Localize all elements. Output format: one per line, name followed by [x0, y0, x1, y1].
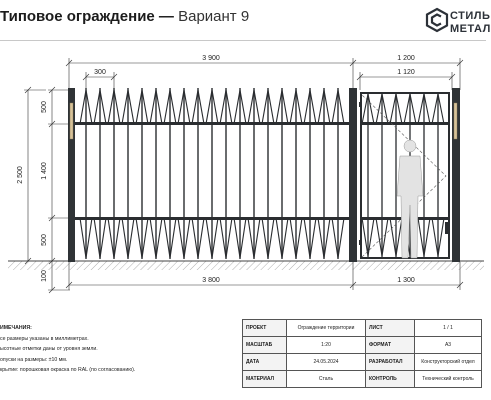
- fence-section: [68, 88, 357, 262]
- dim-left-ground: 100: [41, 270, 48, 282]
- stamp-value: Конструкторский отдел: [415, 354, 482, 371]
- stamp-label: ПРОЕКТ: [243, 320, 287, 337]
- dim-left-bottom: 500: [41, 234, 48, 246]
- gate-handle-icon: [445, 222, 449, 234]
- stamp-label: РАЗРАБОТАЛ: [366, 354, 415, 371]
- stamp-label: МАСШТАБ: [243, 337, 287, 354]
- note-item: крытие: порошковая окраска по RAL (по согласованию).: [0, 367, 136, 373]
- table-row: [243, 320, 482, 337]
- stamp-label: ФОРМАТ: [366, 337, 415, 354]
- stamp-value: 1:20: [287, 337, 366, 354]
- stamp-value: А3: [415, 337, 482, 354]
- gate-hinge-top: [359, 102, 362, 107]
- bottom-rail: [74, 217, 350, 220]
- gate-top-rail: [361, 122, 449, 125]
- post-plate-left: [70, 103, 73, 139]
- title-variant: Вариант 9: [173, 8, 250, 25]
- dim-left-total: 2 500: [17, 166, 24, 184]
- stamp-label: ЛИСТ: [366, 320, 415, 337]
- dim-left-mid: 1 400: [41, 162, 48, 180]
- title-main: Типовое ограждение —: [0, 8, 174, 25]
- table-row: [243, 337, 482, 354]
- stamp-value: Сталь: [287, 371, 366, 388]
- middle-post: [349, 88, 357, 262]
- gate: [359, 88, 460, 262]
- stamp-label: КОНТРОЛЬ: [366, 371, 415, 388]
- stamp-value: Технический контроль: [415, 371, 482, 388]
- table-row: [243, 354, 482, 371]
- logo-line-2: МЕТАЛ: [450, 23, 491, 35]
- notes-title: ИМЕЧАНИЯ:: [0, 325, 32, 331]
- title-block-table: [242, 319, 482, 388]
- dim-bottom-gate: 1 300: [397, 277, 415, 284]
- table-row: [243, 371, 482, 388]
- dim-picket-spacing: 300: [94, 69, 106, 76]
- stamp-value: Ограждение территории: [287, 320, 366, 337]
- dim-top-gate: 1 200: [397, 55, 415, 62]
- gate-hinge-bottom: [359, 240, 362, 245]
- stamp-label: ДАТА: [243, 354, 287, 371]
- note-item: опуски на размеры: ±10 мм.: [0, 356, 68, 363]
- ground: [8, 261, 484, 270]
- dim-top-total: 3 900: [202, 55, 220, 62]
- note-item: се размеры указаны в миллиметрах.: [0, 335, 89, 342]
- logo-line-1: СТИЛЬ: [450, 10, 491, 22]
- note-item: ысотные отметки даны от уровня земли.: [0, 346, 98, 352]
- dim-left-top: 500: [41, 101, 48, 113]
- post-plate-right: [454, 103, 457, 139]
- dim-top-gate-inner: 1 120: [397, 69, 415, 76]
- stamp-value: 24.05.2024: [287, 354, 366, 371]
- notes-block: [0, 323, 135, 376]
- dim-bottom-section: 3 800: [202, 277, 220, 284]
- stamp-value: 1 / 1: [415, 320, 482, 337]
- top-rail: [74, 122, 350, 125]
- stamp-label: МАТЕРИАЛ: [243, 371, 287, 388]
